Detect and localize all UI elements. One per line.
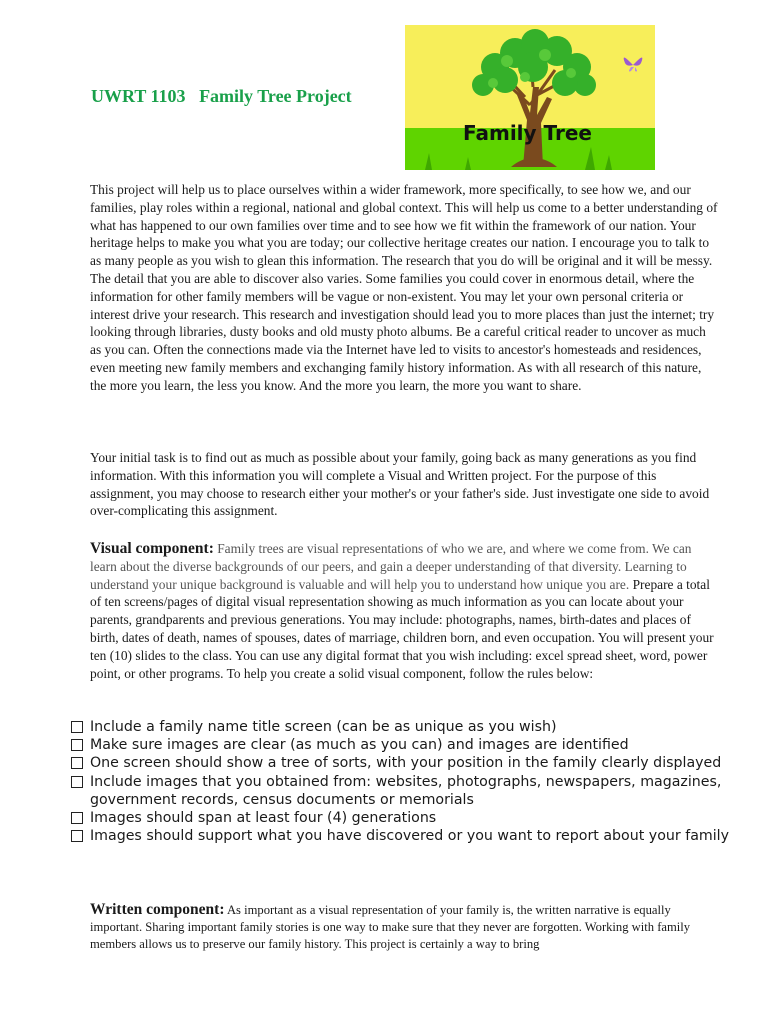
requirements-checklist [70, 718, 730, 845]
project-title: Family Tree Project [199, 86, 352, 106]
visual-component-paragraph [90, 540, 720, 682]
task-paragraph: Your initial task is to find out as much as possible about your family, going back as many generations as you find information. With this information you will complete a Visual and Written project. For the purpose of this assignment, you may choose to research either your mother's or your father's side. Just investigate one side to avoid over-complicating this assignment. [90, 450, 710, 519]
checklist-item [70, 809, 730, 827]
checklist-item-text: Include images that you obtained from: websites, photographs, newspapers, magazines, government records, census documents or memorials [90, 773, 722, 808]
written-component-paragraph [90, 901, 720, 954]
checkbox[interactable] [71, 830, 83, 842]
checklist-item-text: Make sure images are clear (as much as you can) and images are identified [90, 737, 629, 754]
checklist-item [70, 718, 730, 736]
intro-paragraph: This project will help us to place ourselves within a wider framework, more specifically, to see how we, and our families, play roles within a regional, national and global context. This will help us come to a better understanding of what has happened to our own families over time and to see how we fit within the framework of our nation. Your heritage helps to make you what you are today; our collective heritage creates our nation. I encourage you to talk to as many people as you wish to glean this information. The research that you do will be original and it will be messy. The detail that you are able to discover also varies. Some families you could cover in enormous detail, where the information for other family members will be vague or non-existent. You may let your own personal criteria or interest drive your research. This research and investigation should lead you to more places than just the internet; try looking through libraries, dusty books and old musty photo albums. Be a careful critical reader to uncover as much as you can. Often the connections made via the Internet have led to visits to ancestor's homesteads and residences, even meeting new family members and exchanging family history information. As with all research of this nature, the more you learn, the less you know. And the more you learn, the more you want to share. [90, 182, 718, 393]
checklist-item [70, 827, 730, 845]
checkbox[interactable] [71, 721, 83, 733]
checkbox[interactable] [71, 739, 83, 751]
written-component-heading: Written component [90, 901, 220, 918]
family-tree-image [405, 25, 655, 170]
checklist-item-text: Include a family name title screen (can be as unique as you wish) [90, 719, 557, 735]
checkbox[interactable] [71, 757, 83, 769]
visual-component-body: Prepare a total of ten screens/pages of digital visual representation showing as much information as you can locate about your parents, grandparents and previous generations. You may include: photographs, names, birth-dates and places of birth, dates of death, names of spouses, dates of marriage, children born, and even occupation. You will present your ten (10) slides to the class. You can use any digital format that you wish including: excel spread sheet, word, power point, or other programs. To help you create a solid visual component, follow the rules below: [90, 576, 714, 681]
written-component-body: As important as a visual representation of your family is, the written narrative is equally important. Sharing important family stories is one way to make sure that they never are forgotten. Working with family members allows us to preserve our family history. This project is certainly a way to bring [90, 903, 691, 952]
checklist-item-text: Images should span at least four (4) generations [90, 810, 437, 827]
checkbox[interactable] [71, 812, 83, 824]
checklist-item [70, 736, 730, 754]
visual-component-heading: Visual component: [90, 540, 214, 557]
checklist-item [70, 754, 730, 772]
checklist-item-text: One screen should show a tree of sorts, with your position in the family clearly displayed [90, 755, 722, 772]
course-code: UWRT 1103 [91, 86, 186, 106]
checklist-item-text: Images should support what you have discovered or you want to report about your family [90, 828, 729, 845]
visual-component-intro: Family trees are visual representations of who we are, and where we come from. We can learn about the diverse backgrounds of our peers, and gain a deeper understanding of that diversity. Learning to understand your unique background is valuable and will help you to understand how unique you are. [90, 541, 692, 592]
checkbox[interactable] [71, 776, 83, 788]
written-component-colon: : [219, 901, 225, 918]
svg-text:Family Tree: Family Tree [463, 121, 592, 145]
page-title [91, 86, 352, 107]
checklist-item [70, 773, 730, 809]
